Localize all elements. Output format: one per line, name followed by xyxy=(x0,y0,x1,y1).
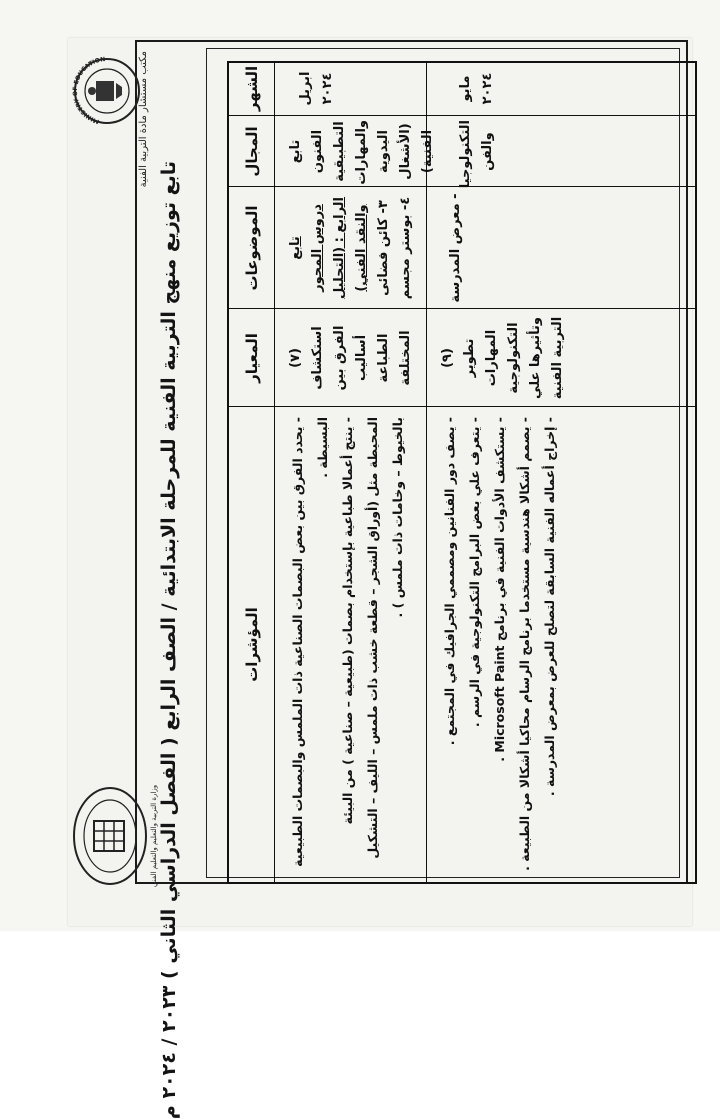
left-logo-caption: وزارة التربية والتعليم والتعليم الفني xyxy=(150,784,158,888)
row2-indicators xyxy=(431,407,621,882)
office-name: مكتب مستشار مادة التربية الفنية xyxy=(138,51,149,188)
row1-standard-text: استكشاف الفرق بين أساليب الطباعة المختلفة xyxy=(310,325,413,391)
row2-standard xyxy=(433,309,613,407)
row1-indicator-1: - يحدد الفرق بين بعض البصمات الصناعية ذات الملمس والبصمات الطبيعية البسيطة . xyxy=(290,417,330,867)
curriculum-table xyxy=(227,61,697,884)
row2-month: مايو ٢٠٢٤ xyxy=(458,72,495,105)
row2-standard-text: تطوير المهارات التكنولوجية وتأثيرها علي التربية الفنية xyxy=(462,316,565,400)
row1-month: ابريل ٢٠٢٤ xyxy=(298,71,335,106)
row2-indicator-1: - يصف دور الفنانين ومصممي الجرافيك في المجتمع . xyxy=(442,417,457,746)
header-standard: المعيار xyxy=(243,333,261,383)
row1-topics-line4: ٤- بوستر مجسم xyxy=(398,196,413,300)
row1-standard xyxy=(281,309,421,407)
row2-indicator-3: - يستكشف الأدوات الفنية في برنامج Microsoft Paint . xyxy=(492,417,507,762)
row1-topics-line3: ٣- كائن فضائى xyxy=(376,200,391,296)
row-separator xyxy=(426,63,427,882)
left-logo xyxy=(70,781,150,891)
row1-standard-number: (٧) xyxy=(288,348,303,368)
header-field: المجال xyxy=(243,126,261,177)
row2-topics xyxy=(441,187,581,309)
row1-topics-line2: دروس المحور الرابع : (التحليل والنقد الفني) xyxy=(310,196,369,300)
header-month: الشهر xyxy=(243,65,261,112)
ministry-logo-text: MINISTRY OF EDUCATION xyxy=(72,55,106,125)
row2-indicator-2: - يتعرف علي بعض البرامج التكنولوجية في الرسم . xyxy=(467,417,482,728)
row2-standard-number: (٩) xyxy=(440,348,455,368)
row1-topics xyxy=(281,187,421,309)
row1-indicators xyxy=(279,407,424,882)
row1-field: تابع الفنون التطبيقية والمهارات اليدوية (الأشغال الفنية) xyxy=(288,120,435,185)
row1-indicator-2: - ينتج أعمالا طباعية بإستخدام بصمات (طبيعية – صناعية ) من البيئة المحيطة مثل (أوراق الشجر – قطعة خشب ذات ملمس – الليف – التشكيل بالخيوط – وخامات ذات ملمس ) . xyxy=(340,417,405,859)
row1-topics-line1: تابع xyxy=(288,236,303,260)
row2-field: التكنولوجيا والفن xyxy=(458,120,495,189)
row2-indicator-5: - إخراج أعماله الفنية السابقة لتصلح للعرض بمعرض المدرسة . xyxy=(542,417,557,797)
header-topics: الموضوعات xyxy=(243,205,261,291)
row2-topics-line1: - معرض المدرسة xyxy=(448,193,463,303)
row2-indicator-4: - يصمم أشكالا هندسية مستخدما برنامج الرسام محاكيا أشكالا من الطبيعة . xyxy=(517,417,532,871)
page-title: تابع توزيع منهج التربية الفنية للمرحلة الابتدائية / الصف الرابع ( الفصل الدراسي الثاني ) ٢٠٢٣ / ٢٠٢٤ م xyxy=(158,161,180,1119)
ministry-logo xyxy=(72,43,142,139)
header-indicators: المؤشرات xyxy=(243,607,261,682)
